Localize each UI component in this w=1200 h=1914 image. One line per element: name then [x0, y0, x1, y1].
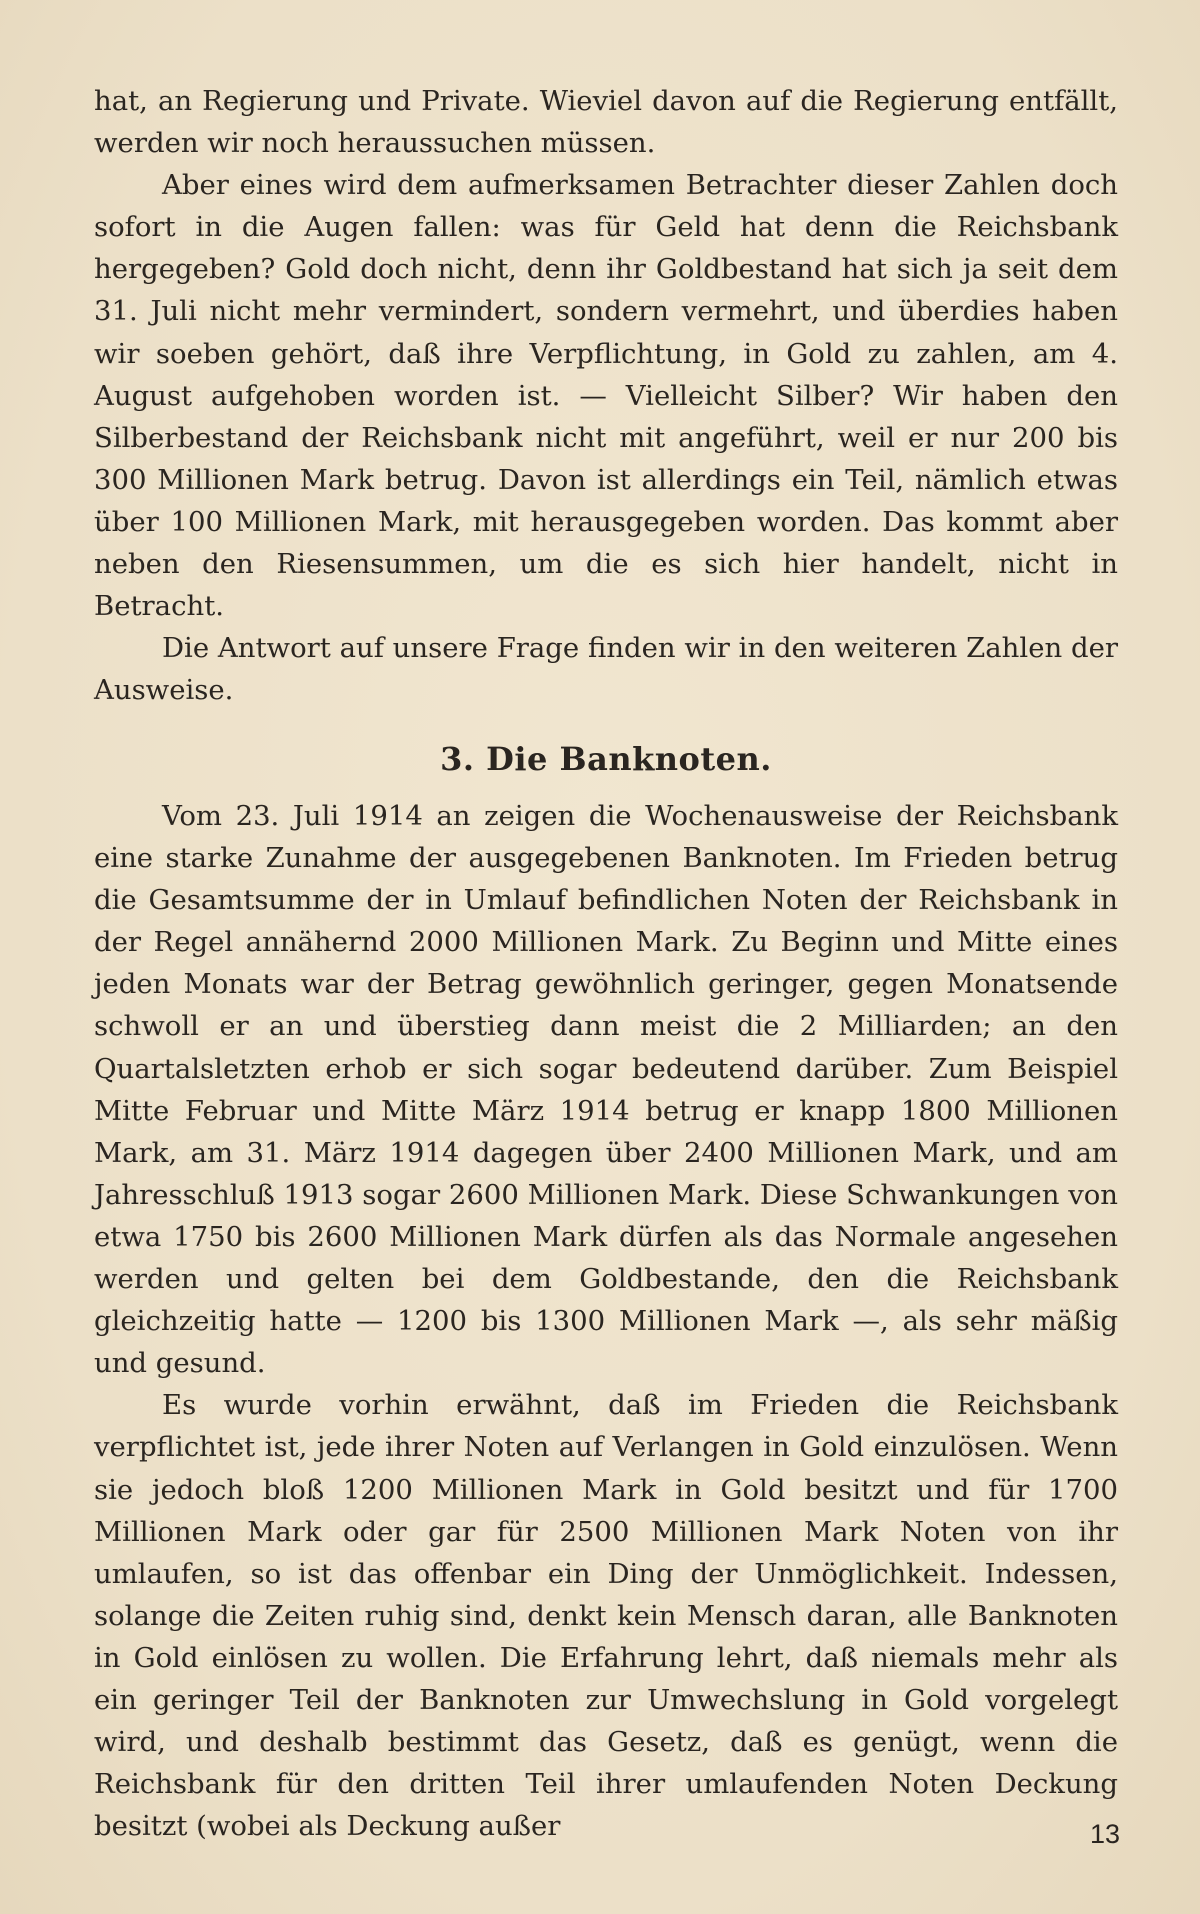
text-section-bottom [94, 795, 1118, 1847]
paragraph: Aber eines wird dem aufmerksamen Betrachter dieser Zahlen doch sofort in die Augen fallen: was für Geld hat denn die Reichsbank hergegeben? Gold doch nicht, denn ihr Goldbestand hat sich ja seit dem 31. Juli nicht mehr vermindert, sondern vermehrt, und überdies haben wir soeben gehört, daß ihre Verpflichtung, in Gold zu zahlen, am 4. August aufgehoben worden ist. — Vielleicht Silber? Wir haben den Silberbestand der Reichsbank nicht mit angeführt, weil er nur 200 bis 300 Millionen Mark betrug. Davon ist allerdings ein Teil, nämlich etwas über 100 Millionen Mark, mit herausgegeben worden. Das kommt aber neben den Riesensummen, um die es sich hier handelt, nicht in Betracht. [94, 169, 1118, 623]
paragraph: Es wurde vorhin erwähnt, daß im Frieden die Reichsbank verpflichtet ist, jede ihrer Noten auf Verlangen in Gold einzulösen. Wenn sie jedoch bloß 1200 Millionen Mark in Gold besitzt und für 1700 Millionen Mark oder gar für 2500 Millionen Mark Noten von ihr umlaufen, so ist das offenbar ein Ding der Unmöglichkeit. Indessen, solange die Zeiten ruhig sind, denkt kein Mensch daran, alle Banknoten in Gold einlösen zu wollen. Die Erfahrung lehrt, daß niemals mehr als ein geringer Teil der Banknoten zur Umwechslung in Gold vorgelegt wird, und deshalb bestimmt das Gesetz, daß es genügt, wenn die Reichsbank für den dritten Teil ihrer umlaufenden Noten Deckung besitzt (wobei als Deckung außer [94, 1389, 1118, 1843]
text-section-top [94, 80, 1118, 711]
section-heading: 3. Die Banknoten. [440, 740, 772, 778]
paragraph: hat, an Regierung und Private. Wieviel davon auf die Regierung entfällt, werden wir noch heraussuchen müssen. [94, 85, 1118, 160]
page-number: 13 [1089, 1819, 1120, 1849]
paragraph: Die Antwort auf unsere Frage finden wir in den weiteren Zahlen der Ausweise. [94, 632, 1118, 707]
paragraph: Vom 23. Juli 1914 an zeigen die Wochenausweise der Reichsbank eine starke Zunahme der ausgegebenen Banknoten. Im Frieden betrug die Gesamtsumme der in Umlauf befindlichen Noten der Reichsbank in der Regel annähernd 2000 Millionen Mark. Zu Beginn und Mitte eines jeden Monats war der Betrag gewöhnlich geringer, gegen Monatsende schwoll er an und überstieg dann meist die 2 Milliarden; an den Quartalsletzten erhob er sich sogar bedeutend darüber. Zum Beispiel Mitte Februar und Mitte März 1914 betrug er knapp 1800 Millionen Mark, am 31. März 1914 dagegen über 2400 Millionen Mark, und am Jahresschluß 1913 sogar 2600 Millionen Mark. Diese Schwankungen von etwa 1750 bis 2600 Millionen Mark dürfen als das Normale angesehen werden und gelten bei dem Goldbestande, den die Reichsbank gleichzeitig hatte — 1200 bis 1300 Millionen Mark —, als sehr mäßig und gesund. [94, 800, 1118, 1380]
